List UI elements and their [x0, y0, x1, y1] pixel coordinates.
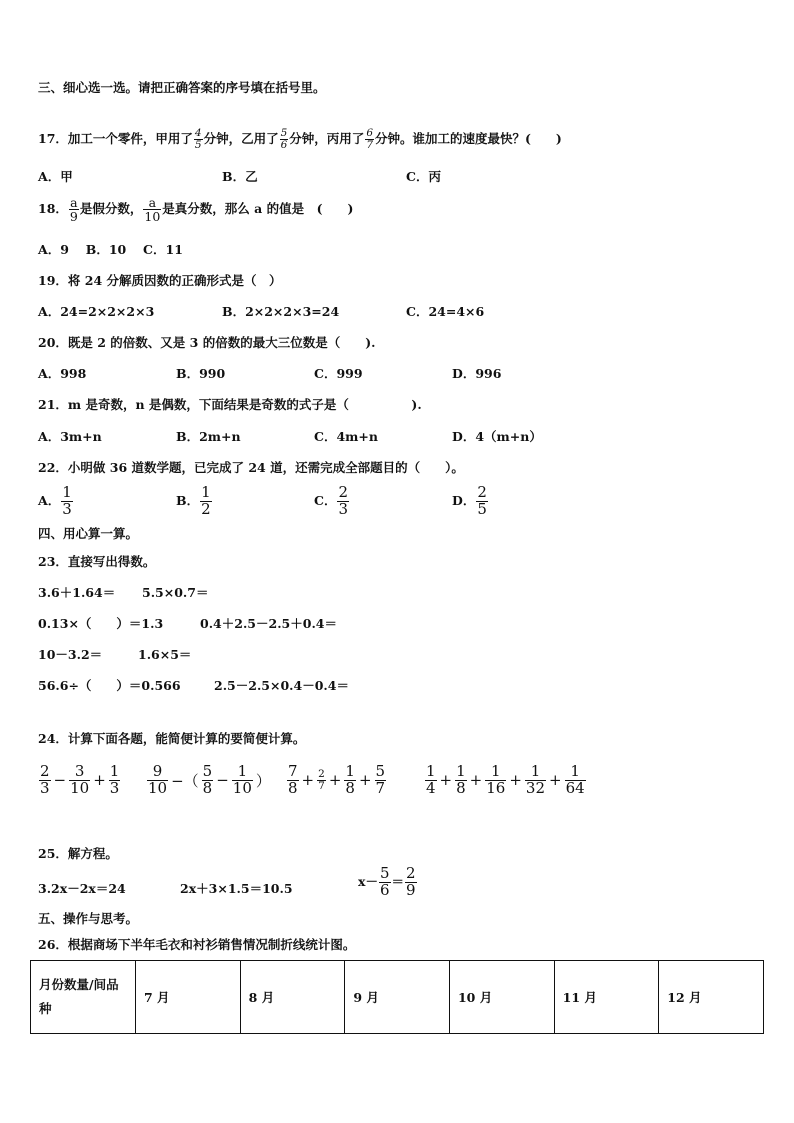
q23-item-8: 2.5－2.5×0.4－0.4＝	[214, 678, 349, 693]
q17-lead: 17．加工一个零件，甲用了	[38, 131, 193, 147]
table-header-month: 7 月	[136, 961, 241, 1034]
q22-option-a: A． $\frac{1}{3}$	[38, 483, 72, 518]
q19-option-a: A．24=2×2×2×3	[38, 304, 155, 319]
q23-item-2: 5.5×0.7＝	[142, 585, 209, 600]
table-header-month: 8 月	[240, 961, 345, 1034]
q18-fraction-1: $\frac{a}{9}$	[69, 195, 78, 225]
question-17	[38, 128, 562, 151]
q17-option-c: C．丙	[406, 169, 441, 184]
q18-fraction-2: $\frac{a}{10}$	[144, 195, 161, 225]
q21-option-b: B．2m+n	[176, 429, 241, 444]
q18-tail: 是真分数，那么 a 的值是 ( )	[162, 201, 354, 217]
q20-option-b: B．990	[176, 366, 226, 381]
q21-option-a: A．3m+n	[38, 429, 102, 444]
q18-mid: 是假分数，	[79, 201, 143, 217]
q17-fraction-2: $\frac{5}{6}$	[280, 127, 288, 152]
q22-option-b: B． $\frac{1}{2}$	[176, 483, 211, 518]
q22-option-d: D． $\frac{2}{5}$	[452, 483, 487, 518]
q17-fraction-3: $\frac{6}{7}$	[366, 127, 373, 152]
table-header-month: 12 月	[659, 961, 764, 1034]
table-header-month: 9 月	[345, 961, 450, 1034]
q22-a-fraction: $\frac{1}{3}$	[62, 483, 72, 518]
q22-b-fraction: $\frac{1}{2}$	[201, 483, 211, 518]
question-22: 22．小明做 36 道数学题，已完成了 24 道，还需完成全部题目的（ ）。	[38, 460, 464, 475]
q22-option-c: C． $\frac{2}{3}$	[314, 483, 348, 518]
question-21: 21．m 是奇数，n 是偶数，下面结果是奇数的式子是（ ).	[38, 397, 422, 412]
q21-option-d: D．4（m+n）	[452, 429, 542, 444]
q25-title: 25．解方程。	[38, 846, 118, 861]
q19-option-b: B．2×2×2×3=24	[222, 304, 340, 319]
q24-title: 24．计算下面各题，能简便计算的要简便计算。	[38, 731, 306, 746]
section-3-title: 三、细心选一选。请把正确答案的序号填在括号里。	[38, 80, 326, 95]
sales-table	[30, 960, 764, 1034]
q23-item-3: 0.13×（ ）＝1.3	[38, 616, 164, 631]
question-20: 20．既是 2 的倍数、又是 3 的倍数的最大三位数是（ ).	[38, 335, 376, 350]
q18-lead: 18．	[38, 201, 68, 217]
q25-equation-2: 2x＋3×1.5＝10.5	[180, 881, 293, 896]
q17-tail: 分钟。谁加工的速度最快？( )	[375, 131, 562, 147]
q22-d-fraction: $\frac{2}{5}$	[477, 483, 487, 518]
question-19: 19．将 24 分解质因数的正确形式是（ ）	[38, 273, 282, 288]
q17-mid-1: 分钟，乙用了	[203, 131, 279, 147]
q22-c-fraction: $\frac{2}{3}$	[338, 483, 348, 518]
q23-item-4: 0.4＋2.5－2.5＋0.4＝	[200, 616, 337, 631]
q26-title: 26．根据商场下半年毛衣和衬衫销售情况制折线统计图。	[38, 937, 356, 952]
q24-expression-1: $\frac{2}{3}$ − $\frac{3}{10}$ + $\frac{1}{3}$	[40, 762, 120, 797]
q25-equation-1: 3.2x－2x＝24	[38, 881, 126, 896]
section-4-title: 四、用心算一算。	[38, 526, 139, 541]
q24-expression-2: $\frac{9}{10}$ −（ $\frac{5}{8}$ − $\frac{1}{10}$ ）	[148, 762, 271, 797]
q23-item-5: 10－3.2＝	[38, 647, 103, 662]
q24-expression-3: $\frac{7}{8}$ + $\frac{2}{7}$ + $\frac{1}{8}$ + $\frac{5}{7}$	[288, 762, 386, 797]
table-header-month: 11 月	[554, 961, 659, 1034]
q17-option-b: B．乙	[222, 169, 258, 184]
question-18	[38, 196, 353, 223]
table-row	[31, 961, 764, 1034]
q20-option-d: D．996	[452, 366, 502, 381]
q17-mid-2: 分钟，丙用了	[289, 131, 365, 147]
q23-item-7: 56.6÷（ ）＝0.566	[38, 678, 181, 693]
q17-fraction-1: $\frac{4}{5}$	[194, 127, 202, 152]
q24-expression-4: $\frac{1}{4}$ + $\frac{1}{8}$ + $\frac{1}{16}$ + $\frac{1}{32}$ + $\frac{1}{64}$	[426, 762, 585, 797]
table-header-first: 月份数量/间品种	[31, 961, 136, 1034]
q20-option-c: C．999	[314, 366, 363, 381]
q25-equation-3: x－ $\frac{5}{6}$ ＝ $\frac{2}{9}$	[358, 864, 416, 899]
table-header-month: 10 月	[449, 961, 554, 1034]
q23-item-1: 3.6＋1.64＝	[38, 585, 116, 600]
q23-title: 23．直接写出得数。	[38, 554, 156, 569]
q17-option-a: A．甲	[38, 169, 73, 184]
section-5-title: 五、操作与思考。	[38, 911, 139, 926]
q21-option-c: C．4m+n	[314, 429, 378, 444]
q18-options: A．9 B．10 C．11	[38, 242, 183, 257]
q19-option-c: C．24=4×6	[406, 304, 485, 319]
q20-option-a: A．998	[38, 366, 87, 381]
q23-item-6: 1.6×5＝	[138, 647, 192, 662]
